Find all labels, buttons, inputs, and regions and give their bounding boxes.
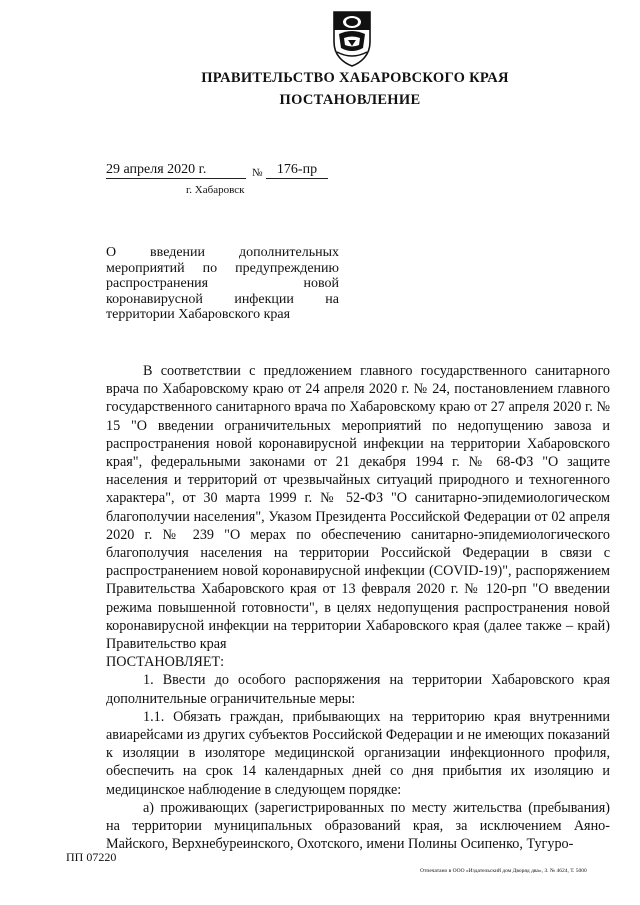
document-number: 176-пр [266, 162, 328, 179]
document-subject: О введении дополнительных мероприятий по предупреждению распространения новой коронавирусной инфекции на территории Хабаровского края [106, 245, 339, 322]
item-1-paragraph: 1. Ввести до особого распоряжения на территории Хабаровского края дополнительные ограничительные меры: [106, 672, 610, 707]
document-city: г. Хабаровск [186, 184, 245, 196]
document-body [106, 362, 610, 853]
resolves-heading: ПОСТАНОВЛЯЕТ: [106, 654, 225, 671]
item-1-1-paragraph: 1.1. Обязать граждан, прибывающих на территорию края внутренними авиарейсами из других субъектов Российской Федерации и не имеющих показаний к изоляции в изоляторе медицинской организации инфекционного профиля, обеспечить на срок 14 календарных дней со дня прибытия их изоляцию и медицинское наблюдение в следующем порядке: [106, 708, 610, 798]
organization-name: ПРАВИТЕЛЬСТВО ХАБАРОВСКОГО КРАЯ [201, 70, 509, 86]
document-type: ПОСТАНОВЛЕНИЕ [279, 92, 421, 108]
footer-code: ПП 07220 [66, 850, 117, 864]
printer-note: Отпечатано в ООО «Издательский дом Дворяд два», З. № 4624, Т. 5000 [420, 868, 587, 874]
item-a-paragraph: а) проживающих (зарегистрированных по месту жительства (пребывания) на территории муниципальных образований края, за исключением Аяно-Майского, Верхнебуреинского, Охотского, имени Полины Осипенко, Тугуро- [106, 799, 610, 853]
coat-of-arms-icon [329, 8, 375, 68]
number-sign: № [252, 167, 263, 179]
preamble-paragraph: В соответствии с предложением главного государственного санитарного врача по Хабаровскому краю от 24 апреля 2020 г. № 24, постановлением главного государственного санитарного врача по Хабаровскому краю от 27 апреля 2020 г. № 15 "О введении ограничительных мероприятий по недопущению завоза и распространения новой коронавирусной инфекции на территории Хабаровского края", федеральными законами от 21 декабря 1994 г. № 68-ФЗ "О защите населения и территорий от чрезвычайных ситуаций природного и техногенного характера", от 30 марта 1999 г. № 52-ФЗ "О санитарно-эпидемиологическом благополучии населения", Указом Президента Российской Федерации от 02 апреля 2020 г. № 239 "О мерах по обеспечению санитарно-эпидемиологического благополучия населения на территории Российской Федерации в связи с распространением новой коронавирусной инфекции (COVID-19)", распоряжением Правительства Хабаровского края от 13 февраля 2020 г. № 120-рп "О введении режима повышенной готовности", в целях недопущения распространения новой коронавирусной инфекции на территории Хабаровского края (далее также – край) Правительство края [106, 363, 610, 653]
document-date: 29 апреля 2020 г. [106, 162, 246, 179]
